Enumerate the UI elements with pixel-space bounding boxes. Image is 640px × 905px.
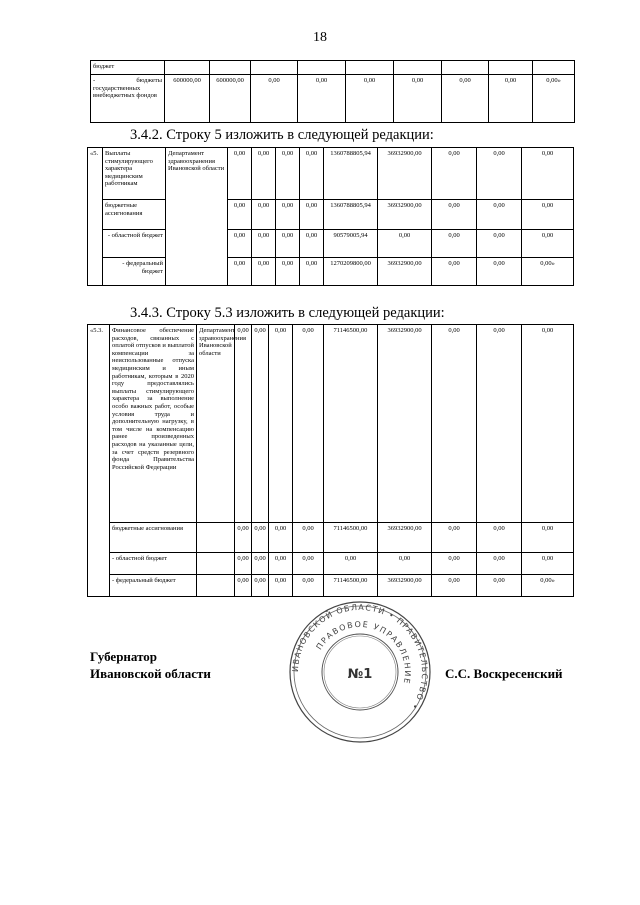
signer-title-line1: Губернатор (90, 649, 158, 664)
row-label: - областной бюджет (103, 230, 166, 258)
table-cell: 0,00 (276, 258, 300, 286)
table-cell: 0,00 (432, 575, 477, 597)
table-cell: 0,00 (442, 75, 489, 123)
table-cell: 0,00 (235, 325, 252, 523)
table-cell: 0,00 (477, 258, 522, 286)
table-cell: 600000,00 (210, 75, 251, 123)
table-cell: 36932900,00 (378, 523, 432, 553)
row-executor: Департамент здравоохранения Ивановской области (197, 325, 235, 523)
stamp-outer-text: ИВАНОВСКОЙ ОБЛАСТИ • ПРАВИТЕЛЬСТВО • (290, 602, 430, 712)
table-cell: 0,00» (522, 575, 574, 597)
table-cell: 0,00 (432, 200, 477, 230)
table-cell: 0,00 (300, 200, 324, 230)
table-cell: 36932900,00 (378, 575, 432, 597)
table-cell: 0,00 (269, 523, 293, 553)
row-label: бюджетные ассигнования (103, 200, 166, 230)
table-cell: 0,00 (276, 230, 300, 258)
table-cell: 0,00 (477, 575, 522, 597)
table-cell: 36932900,00 (378, 325, 432, 523)
table-cell: 0,00 (300, 148, 324, 200)
table-cell: 0,00 (477, 325, 522, 523)
table-cell: 600000,00 (165, 75, 210, 123)
table-cell: 0,00» (533, 75, 575, 123)
row-label: - федеральный бюджет (103, 258, 166, 286)
table-cell: - бюджеты государственных внебюджетных фондов (91, 75, 165, 123)
table-cell: 0,00 (346, 75, 394, 123)
signer-name: С.С. Воскресенский (445, 666, 563, 681)
table-cell: 0,00 (252, 200, 276, 230)
table-cell: 0,00 (489, 75, 533, 123)
table-cell: 0,00 (269, 325, 293, 523)
table-cell: 0,00 (228, 258, 252, 286)
row-name: Финансовое обеспечение расходов, связанных с оплатой отпусков и выплатой компенсации за неиспользованные отпуска медицинским и иным работникам, которым в 2020 году предоставлялись выплаты стимулирующего характера за выполнение особо важных работ, особые условия труда и дополнительную нагрузку, в том числе на компенсацию ранее произведенных расходов на указанные цели, за счет средств резервного фонда Правительства Российской Федерации (110, 325, 197, 523)
table-cell: бюджет (91, 61, 165, 75)
table-cell: 0,00 (432, 258, 477, 286)
table-cell: 36932900,00 (378, 200, 432, 230)
table-cell: 0,00 (252, 523, 269, 553)
table-cell: 0,00 (293, 325, 324, 523)
table-cell: 0,00 (522, 523, 574, 553)
table-cell: 0,00 (235, 553, 252, 575)
section-heading-342: 3.4.2. Строку 5 изложить в следующей редакции: (130, 127, 434, 143)
row-number: «5.3. (88, 325, 110, 597)
table-cell: 0,00 (477, 200, 522, 230)
table-cell: 36932900,00 (378, 258, 432, 286)
table-cell: 0,00 (432, 553, 477, 575)
table-cell: 0,00 (252, 258, 276, 286)
table-cell: 0,00 (522, 553, 574, 575)
stamp-number: №1 (347, 667, 373, 682)
table-cell: 0,00 (378, 553, 432, 575)
table-cell: 0,00 (252, 325, 269, 523)
table-cell: 0,00 (394, 75, 442, 123)
table-cell: 71146500,00 (324, 523, 378, 553)
table-cell: 0,00 (276, 200, 300, 230)
table-cell: 0,00 (252, 553, 269, 575)
table-cell: 0,00 (477, 148, 522, 200)
table-cell: 1360788805,94 (324, 148, 378, 200)
table-cell: 0,00 (228, 200, 252, 230)
table-cell: 0,00 (477, 553, 522, 575)
table-cell: 0,00 (235, 523, 252, 553)
top-table (90, 60, 575, 123)
table-cell: 0,00 (269, 575, 293, 597)
table-cell: 0,00 (432, 230, 477, 258)
table-cell: 0,00 (252, 230, 276, 258)
stamp-seal (285, 600, 435, 745)
table-cell: 0,00» (522, 258, 574, 286)
row-number: «5. (88, 148, 103, 286)
table-cell: 71146500,00 (324, 325, 378, 523)
table-cell: 1360788805,94 (324, 200, 378, 230)
signer-title-line2: Ивановской области (90, 666, 211, 681)
row-executor: Департамент здравоохранения Ивановской области (166, 148, 228, 286)
table-cell: 0,00 (522, 325, 574, 523)
table-cell: 0,00 (228, 148, 252, 200)
table-cell: 0,00 (324, 553, 378, 575)
stamp-inner-text: ПРАВОВОЕ УПРАВЛЕНИЕ (314, 619, 413, 686)
table-cell: 0,00 (228, 230, 252, 258)
table-cell: 1270209800,00 (324, 258, 378, 286)
table-cell: 0,00 (432, 523, 477, 553)
table-cell: 0,00 (252, 575, 269, 597)
table-cell: 0,00 (276, 148, 300, 200)
table-cell: 0,00 (252, 148, 276, 200)
table-cell: 0,00 (477, 523, 522, 553)
table-cell: 0,00 (293, 523, 324, 553)
signer-title (90, 648, 211, 682)
section-heading-343: 3.4.3. Строку 5.3 изложить в следующей редакции: (130, 305, 445, 321)
table-cell: 0,00 (300, 258, 324, 286)
row-name: Выплаты стимулирующего характера медицинским работникам (103, 148, 166, 200)
table-cell: 0,00 (432, 325, 477, 523)
table-342 (87, 147, 574, 286)
page-number: 18 (313, 30, 327, 45)
table-cell: 36932900,00 (378, 148, 432, 200)
table-cell: 0,00 (235, 575, 252, 597)
row-label: бюджетные ассигнования (110, 523, 197, 553)
table-cell: 90579005,94 (324, 230, 378, 258)
table-343 (87, 324, 574, 597)
table-cell: 0,00 (522, 200, 574, 230)
table-cell: 0,00 (477, 230, 522, 258)
table-cell: 0,00 (522, 230, 574, 258)
table-cell: 0,00 (293, 553, 324, 575)
table-cell: 0,00 (251, 75, 298, 123)
table-cell: 0,00 (432, 148, 477, 200)
table-cell: 0,00 (269, 553, 293, 575)
table-cell: 71146500,00 (324, 575, 378, 597)
table-cell: 0,00 (293, 575, 324, 597)
row-label: - федеральный бюджет (110, 575, 197, 597)
row-label: - областной бюджет (110, 553, 197, 575)
table-cell: 0,00 (300, 230, 324, 258)
table-cell: 0,00 (298, 75, 346, 123)
table-cell: 0,00 (378, 230, 432, 258)
table-cell: 0,00 (522, 148, 574, 200)
